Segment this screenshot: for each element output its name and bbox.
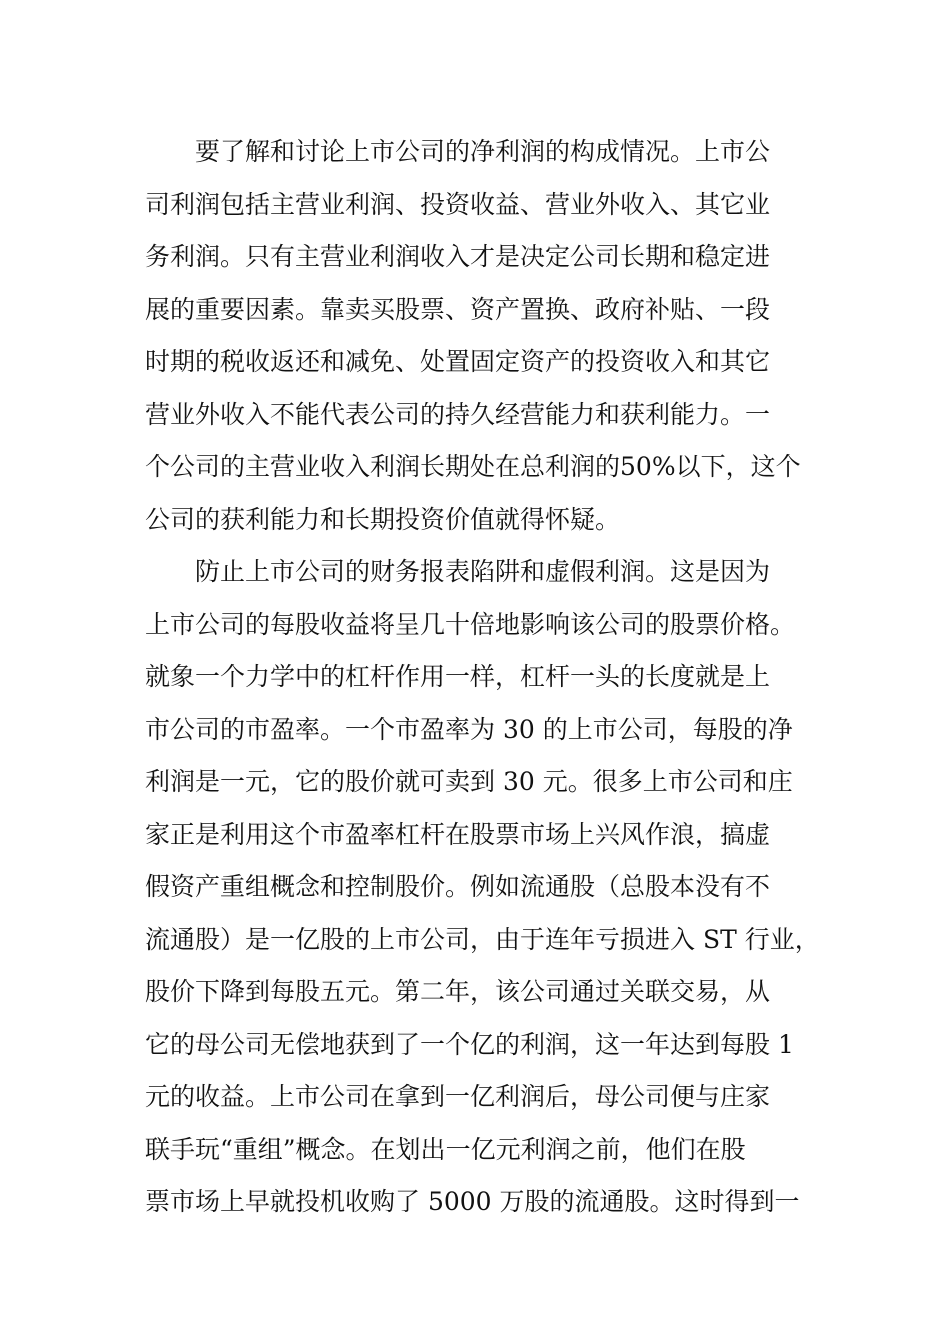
paragraph-line: 票市场上早就投机收购了 5000 万股的流通股。这时得到一 — [145, 1187, 800, 1216]
paragraph-line: 流通股）是一亿股的上市公司，由于连年亏损进入 ST 行业， — [145, 924, 820, 954]
paragraph-line: 营业外收入不能代表公司的持久经营能力和获利能力。一 — [145, 399, 771, 429]
paragraph-line: 务利润。只有主营业利润收入才是决定公司长期和稳定进 — [145, 242, 771, 271]
paragraph-line: 家正是利用这个市盈率杠杆在股票市场上兴风作浪，搞虚 — [145, 819, 771, 849]
paragraph-line: 公司的获利能力和长期投资价值就得怀疑。 — [145, 504, 621, 534]
paragraph-line: 联手玩“重组”概念。在划出一亿元利润之前，他们在股 — [145, 1134, 746, 1164]
paragraph-line: 司利润包括主营业利润、投资收益、营业外收入、其它业 — [145, 189, 771, 219]
paragraph-line: 股价下降到每股五元。第二年，该公司通过关联交易，从 — [145, 977, 771, 1006]
paragraph-line: 元的收益。上市公司在拿到一亿利润后，母公司便与庄家 — [145, 1082, 771, 1111]
paragraph-line: 市公司的市盈率。一个市盈率为 30 的上市公司，每股的净 — [145, 714, 793, 744]
paragraph-line: 利润是一元，它的股价就可卖到 30 元。很多上市公司和庄 — [145, 767, 793, 796]
paragraph-line: 上市公司的每股收益将呈几十倍地影响该公司的股票价格。 — [145, 609, 796, 639]
paragraph-line: 时期的税收返还和减免、处置固定资产的投资收入和其它 — [145, 347, 771, 376]
paragraph-line: 它的母公司无偿地获到了一个亿的利润，这一年达到每股 1 — [145, 1029, 794, 1059]
paragraph-net-profit-composition — [145, 126, 815, 546]
paragraph-line: 防止上市公司的财务报表陷阱和虚假利润。这是因为 — [195, 557, 771, 586]
paragraph-line: 个公司的主营业收入利润长期处在总利润的50%以下，这个 — [145, 452, 801, 481]
paragraph-line: 展的重要因素。靠卖买股票、资产置换、政府补贴、一段 — [145, 294, 771, 324]
paragraph-line: 就象一个力学中的杠杆作用一样，杠杆一头的长度就是上 — [145, 662, 771, 691]
paragraph-line: 要了解和讨论上市公司的净利润的构成情况。上市公 — [195, 137, 771, 166]
paragraph-financial-traps — [145, 546, 820, 1229]
paragraph-line: 假资产重组概念和控制股价。例如流通股（总股本没有不 — [145, 872, 771, 901]
